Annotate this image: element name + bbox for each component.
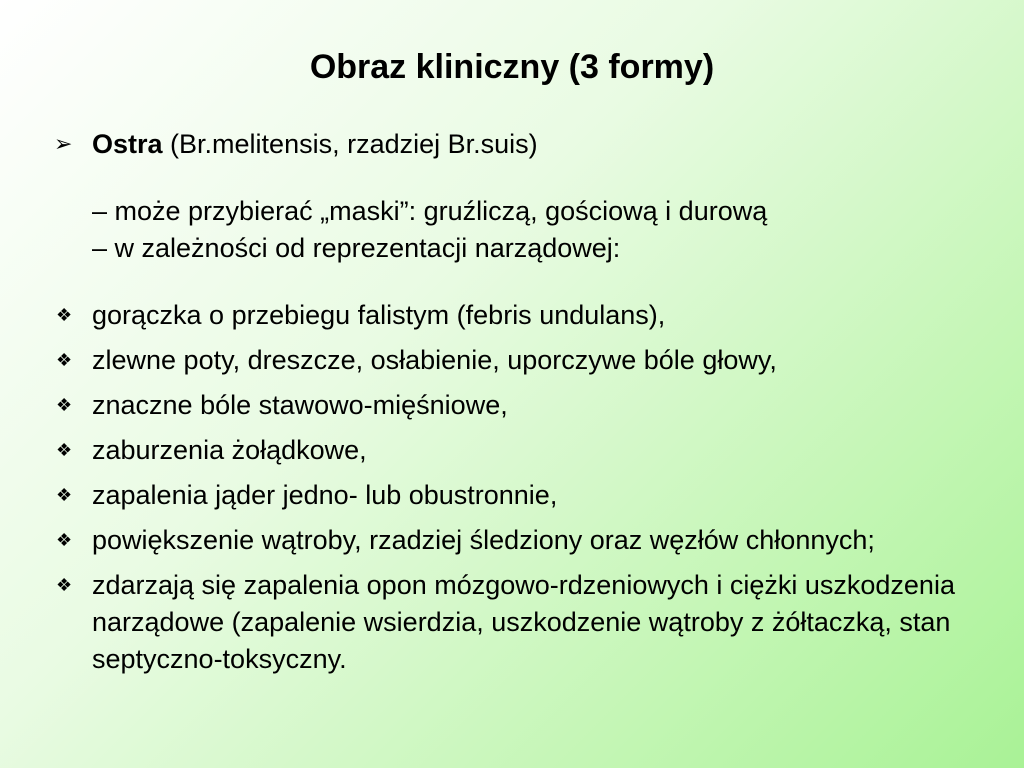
lead-bullet: [54, 125, 994, 163]
diamond-bullet-icon: ❖: [56, 575, 73, 595]
list-item-text: gorączka o przebiegu falistym (febris undulans),: [92, 300, 666, 330]
diamond-bullet-icon: ❖: [56, 395, 73, 415]
list-item: [54, 297, 994, 334]
list-item: [54, 522, 994, 559]
slide-title: Obraz kliniczny (3 formy): [309, 48, 715, 86]
list-item: [54, 342, 994, 379]
list-item-text: zdarzają się zapalenia opon mózgowo-rdzeniowych i ciężki uszkodzenia narządowe (zapalenie wsierdzia, uszkodzenie wątroby z żółtaczką, stan septyczno-toksyczny.: [92, 570, 955, 674]
diamond-bullet-icon: ❖: [56, 530, 73, 550]
symptom-list: [54, 297, 994, 686]
lead-rest: (Br.melitensis, rzadziej Br.suis): [162, 129, 538, 159]
list-item: [54, 567, 994, 678]
list-item: [54, 432, 994, 469]
list-item-text: zlewne poty, dreszcze, osłabienie, uporczywe bóle głowy,: [92, 345, 777, 375]
list-item: [54, 477, 994, 514]
list-item: [54, 387, 994, 424]
diamond-bullet-icon: ❖: [56, 440, 73, 460]
diamond-bullet-icon: ❖: [56, 485, 73, 505]
note-line-1: – może przybierać „maski”: gruźliczą, gościową i durową: [92, 196, 768, 226]
note-line-2: – w zależności od reprezentacji narządowej:: [92, 233, 621, 263]
arrow-bullet-icon: ➢: [54, 131, 73, 156]
diamond-bullet-icon: ❖: [56, 305, 73, 325]
list-item-text: znaczne bóle stawowo-mięśniowe,: [92, 390, 508, 420]
list-item-text: powiększenie wątroby, rzadziej śledziony oraz węzłów chłonnych;: [92, 525, 875, 555]
list-item-text: zaburzenia żołądkowe,: [92, 435, 367, 465]
diamond-bullet-icon: ❖: [56, 350, 73, 370]
note-block: [92, 193, 992, 267]
list-item-text: zapalenia jąder jedno- lub obustronnie,: [92, 480, 558, 510]
lead-strong: Ostra: [92, 129, 163, 159]
lead-text: [92, 125, 538, 163]
